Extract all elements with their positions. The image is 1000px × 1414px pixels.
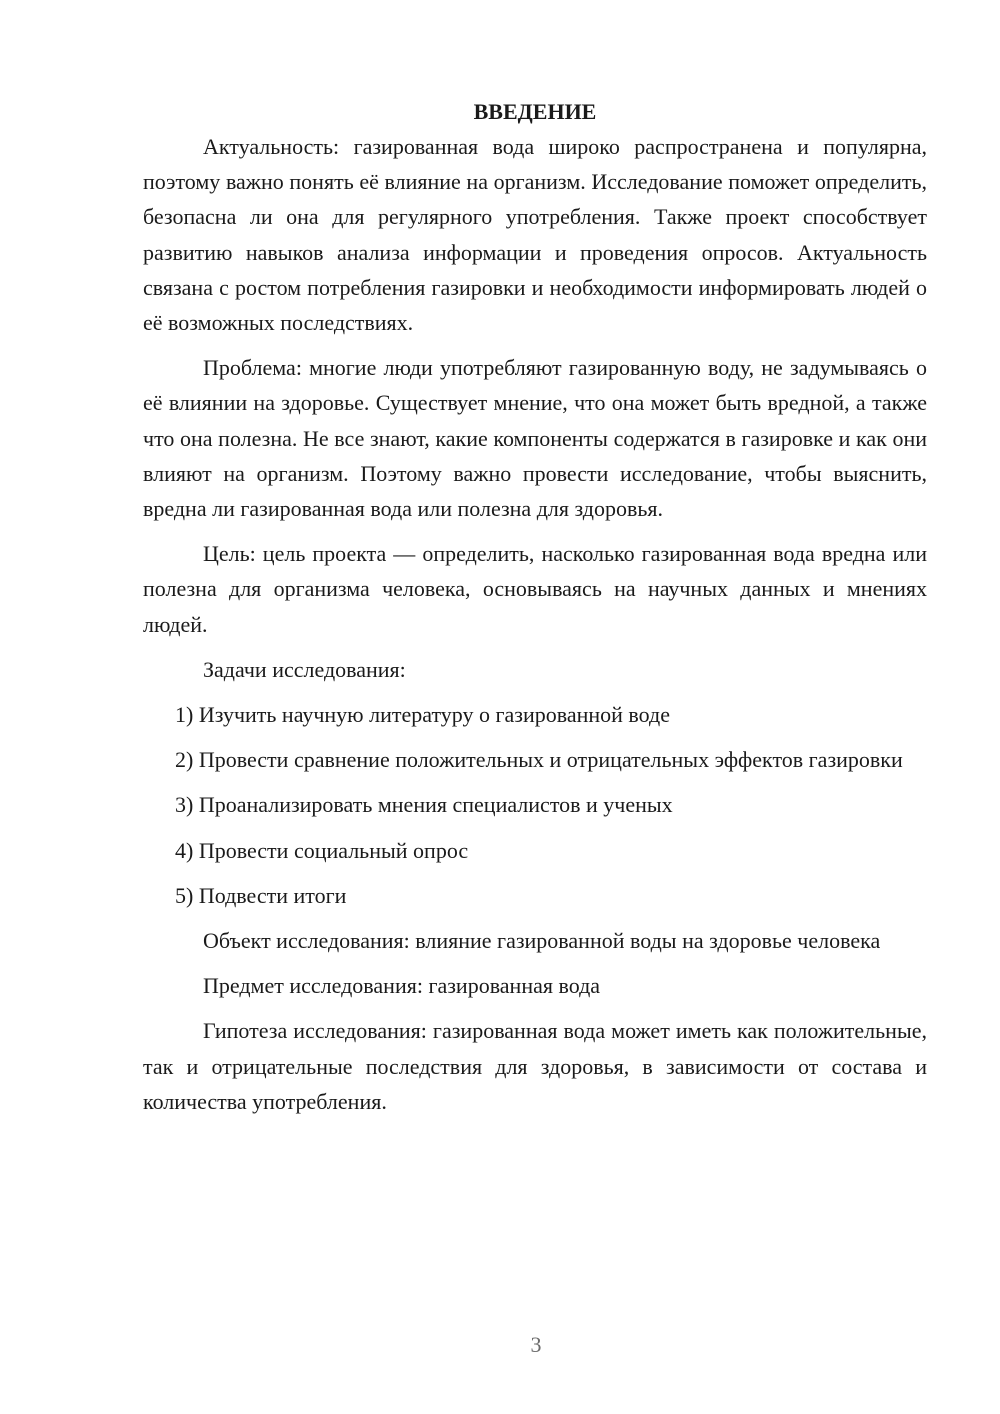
task-item: 4) Провести социальный опрос [175, 837, 469, 863]
task-item: 3) Проанализировать мнения специалистов и ученых [175, 792, 673, 818]
tasks-heading: Задачи исследования: [203, 656, 406, 682]
page-content [143, 94, 927, 1129]
paragraph-relevance: Актуальность: газированная вода широко распространена и популярна, поэтому важно понять её влияние на организм. Исследование поможет определить, безопасна ли она для регулярного употребления. Также проект способствует развитию навыков анализа информации и проведения опросов. Актуальность связана с ростом потребления газировки и необходимости информировать людей о её возможных последствиях. [143, 134, 927, 336]
paragraph-subject: Предмет исследования: газированная вода [203, 973, 601, 999]
paragraph-goal: Цель: цель проекта — определить, насколько газированная вода вредна или полезна для организма человека, основываясь на научных данных и мнениях людей. [143, 541, 927, 637]
section-heading: ВВЕДЕНИЕ [473, 99, 597, 124]
page-number: 3 [530, 1332, 542, 1357]
task-item: 2) Провести сравнение положительных и отрицательных эффектов газировки [175, 747, 903, 773]
tasks-list [143, 697, 927, 913]
task-item: 1) Изучить научную литературу о газированной воде [175, 702, 670, 728]
task-item: 5) Подвести итоги [175, 882, 347, 908]
paragraph-hypothesis: Гипотеза исследования: газированная вода может иметь как положительные, так и отрицательные последствия для здоровья, в зависимости от состава и количества употребления. [143, 1018, 927, 1114]
paragraph-object: Объект исследования: влияние газированной воды на здоровье человека [203, 928, 881, 954]
paragraph-problem: Проблема: многие люди употребляют газированную воду, не задумываясь о её влиянии на здоровье. Существует мнение, что она может быть вредной, а также что она полезна. Не все знают, какие компоненты содержатся в газировке и как они влияют на организм. Поэтому важно провести исследование, чтобы выяснить, вредна ли газированная вода или полезна для здоровья. [143, 355, 927, 522]
